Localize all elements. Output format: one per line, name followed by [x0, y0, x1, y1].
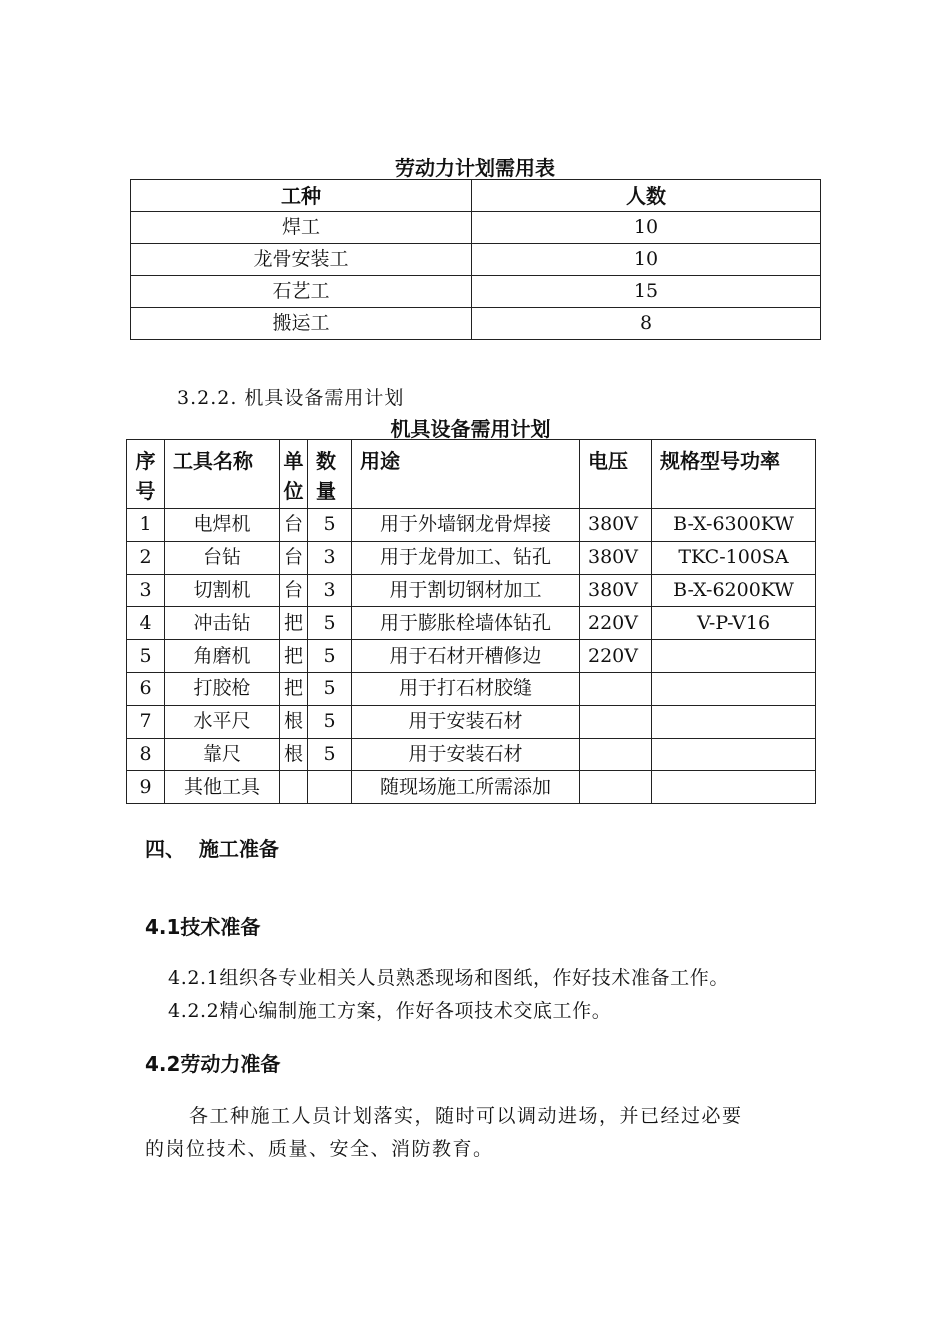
qty-cell: 5 [308, 672, 352, 705]
table-row [127, 574, 816, 607]
tool-name-cell: 其他工具 [165, 771, 280, 804]
table-row [131, 212, 821, 244]
equipment-section-heading: 3.2.2. 机具设备需用计划 [177, 387, 405, 409]
tool-name-cell: 电焊机 [165, 509, 280, 542]
table-row [131, 244, 821, 276]
table-row [131, 276, 821, 308]
section4-2-heading: 4.2劳动力准备 [145, 1052, 281, 1076]
section4-heading: 四、 施工准备 [145, 837, 279, 861]
seq-cell: 5 [127, 640, 165, 673]
labor-table-caption: 劳动力计划需用表 [395, 156, 555, 180]
unit-cell [280, 771, 308, 804]
usage-cell: 随现场施工所需添加 [352, 771, 580, 804]
usage-cell: 用于安装石材 [352, 738, 580, 771]
labor-count-cell: 8 [472, 308, 821, 340]
voltage-cell: 220V [580, 607, 652, 640]
voltage-cell: 380V [580, 509, 652, 542]
qty-cell: 5 [308, 640, 352, 673]
header-seq-line1: 序 [135, 449, 156, 473]
spec-cell [652, 640, 816, 673]
section4-1-item: 4.2.1组织各专业相关人员熟悉现场和图纸，作好技术准备工作。 [168, 967, 729, 989]
table-row [127, 509, 816, 542]
labor-trade-cell: 搬运工 [131, 308, 472, 340]
seq-cell: 9 [127, 771, 165, 804]
unit-cell: 台 [280, 509, 308, 542]
labor-table [130, 179, 821, 340]
section4-1-item: 4.2.2精心编制施工方案，作好各项技术交底工作。 [168, 1000, 612, 1022]
header-qty-line1: 数 [316, 449, 336, 473]
seq-cell: 3 [127, 574, 165, 607]
section4-2-paragraph-line2: 的岗位技术、质量、安全、消防教育。 [145, 1138, 494, 1160]
qty-cell: 5 [308, 738, 352, 771]
labor-count-cell: 15 [472, 276, 821, 308]
equipment-table-caption: 机具设备需用计划 [390, 417, 551, 441]
voltage-cell [580, 771, 652, 804]
spec-cell [652, 705, 816, 738]
voltage-cell [580, 738, 652, 771]
spec-cell [652, 771, 816, 804]
labor-count-cell: 10 [472, 212, 821, 244]
table-row [127, 607, 816, 640]
qty-cell: 5 [308, 607, 352, 640]
header-qty [308, 440, 352, 509]
qty-cell [308, 771, 352, 804]
tool-name-cell: 打胶枪 [165, 672, 280, 705]
seq-cell: 2 [127, 541, 165, 574]
header-tool-name: 工具名称 [165, 440, 280, 509]
header-seq [127, 440, 165, 509]
header-qty-line2: 量 [316, 479, 336, 503]
labor-trade-cell: 石艺工 [131, 276, 472, 308]
table-row [127, 738, 816, 771]
header-usage: 用途 [352, 440, 580, 509]
spec-cell: V-P-V16 [652, 607, 816, 640]
seq-cell: 7 [127, 705, 165, 738]
usage-cell: 用于割切钢材加工 [352, 574, 580, 607]
tool-name-cell: 台钻 [165, 541, 280, 574]
qty-cell: 3 [308, 541, 352, 574]
spec-cell: B-X-6300KW [652, 509, 816, 542]
tool-name-cell: 水平尺 [165, 705, 280, 738]
labor-trade-cell: 龙骨安装工 [131, 244, 472, 276]
unit-cell: 把 [280, 640, 308, 673]
table-row [127, 672, 816, 705]
voltage-cell [580, 672, 652, 705]
spec-cell: TKC-100SA [652, 541, 816, 574]
tool-name-cell: 靠尺 [165, 738, 280, 771]
equipment-table-header-row [127, 440, 816, 509]
usage-cell: 用于石材开槽修边 [352, 640, 580, 673]
unit-cell: 根 [280, 705, 308, 738]
qty-cell: 5 [308, 509, 352, 542]
usage-cell: 用于外墙钢龙骨焊接 [352, 509, 580, 542]
unit-cell: 把 [280, 607, 308, 640]
tool-name-cell: 切割机 [165, 574, 280, 607]
header-voltage: 电压 [580, 440, 652, 509]
spec-cell: B-X-6200KW [652, 574, 816, 607]
unit-cell: 台 [280, 574, 308, 607]
voltage-cell: 220V [580, 640, 652, 673]
table-row [127, 771, 816, 804]
labor-header-count: 人数 [472, 180, 821, 212]
usage-cell: 用于膨胀栓墙体钻孔 [352, 607, 580, 640]
seq-cell: 1 [127, 509, 165, 542]
voltage-cell: 380V [580, 574, 652, 607]
section4-1-heading: 4.1技术准备 [145, 915, 261, 939]
unit-cell: 把 [280, 672, 308, 705]
usage-cell: 用于龙骨加工、钻孔 [352, 541, 580, 574]
header-unit-line1: 单 [283, 449, 304, 473]
header-unit [280, 440, 308, 509]
voltage-cell: 380V [580, 541, 652, 574]
tool-name-cell: 角磨机 [165, 640, 280, 673]
labor-count-cell: 10 [472, 244, 821, 276]
usage-cell: 用于安装石材 [352, 705, 580, 738]
spec-cell [652, 738, 816, 771]
usage-cell: 用于打石材胶缝 [352, 672, 580, 705]
header-seq-line2: 号 [135, 479, 156, 503]
equipment-table [126, 439, 816, 804]
unit-cell: 台 [280, 541, 308, 574]
qty-cell: 5 [308, 705, 352, 738]
table-row [127, 705, 816, 738]
labor-table-header-row [131, 180, 821, 212]
seq-cell: 8 [127, 738, 165, 771]
qty-cell: 3 [308, 574, 352, 607]
seq-cell: 6 [127, 672, 165, 705]
table-row [131, 308, 821, 340]
spec-cell [652, 672, 816, 705]
tool-name-cell: 冲击钻 [165, 607, 280, 640]
labor-header-trade: 工种 [131, 180, 472, 212]
unit-cell: 根 [280, 738, 308, 771]
seq-cell: 4 [127, 607, 165, 640]
section4-2-paragraph-line1: 各工种施工人员计划落实，随时可以调动进场，并已经过必要 [189, 1105, 743, 1127]
voltage-cell [580, 705, 652, 738]
labor-trade-cell: 焊工 [131, 212, 472, 244]
header-unit-line2: 位 [283, 479, 304, 503]
table-row [127, 640, 816, 673]
table-row [127, 541, 816, 574]
header-spec: 规格型号功率 [652, 440, 816, 509]
